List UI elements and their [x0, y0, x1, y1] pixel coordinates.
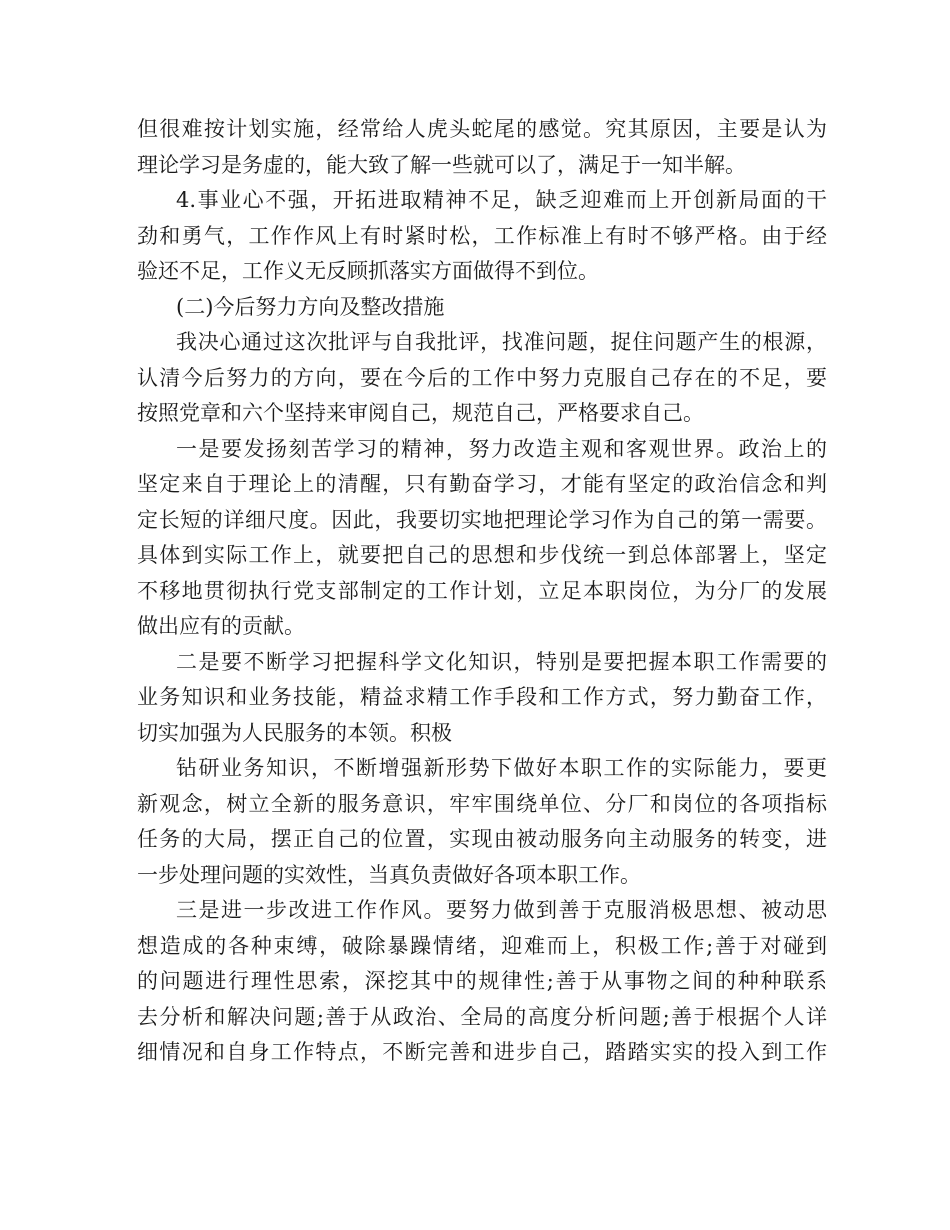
text-line: 的问题进行理性思索，深挖其中的规律性;善于从事物之间的种种联系 [137, 969, 827, 993]
text-line: 钻研业务知识，不断增强新形势下做好本职工作的实际能力，要更 [176, 756, 827, 780]
text-line: 三是进一步改进工作作风。要努力做到善于克服消极思想、被动思 [176, 898, 827, 922]
text-line: 我决心通过这次批评与自我批评，找准问题，捉住问题产生的根源， [176, 330, 827, 354]
text-line: 一步处理问题的实效性，当真负责做好各项本职工作。 [137, 862, 641, 887]
text-line: 定长短的详细尺度。因此，我要切实地把理论学习作为自己的第一需要。 [137, 507, 827, 532]
text-line: 劲和勇气，工作作风上有时紧时松，工作标准上有时不够严格。由于经 [137, 223, 827, 248]
text-line: 二是要不断学习把握科学文化知识，特别是要把握本职工作需要的 [176, 649, 827, 674]
text-line: 做出应有的贡献。 [137, 614, 305, 638]
text-line: 认清今后努力的方向，要在今后的工作中努力克服自己存在的不足，要 [137, 365, 827, 390]
text-line: 不移地贯彻执行党支部制定的工作计划，立足本职岗位，为分厂的发展 [137, 578, 827, 603]
document-text-body [137, 112, 827, 1071]
text-line: 一是要发扬刻苦学习的精神，努力改造主观和客观世界。政治上的 [176, 436, 827, 461]
text-line: 新观念，树立全新的服务意识，牢牢围绕单位、分厂和岗位的各项指标 [137, 791, 827, 816]
text-line: 切实加强为人民服务的本领。积极 [137, 720, 452, 745]
text-line: 按照党章和六个坚持来审阅自己，规范自己，严格要求自己。 [137, 401, 704, 425]
text-line: 4.事业心不强，开拓进取精神不足，缺乏迎难而上开创新局面的干 [176, 188, 827, 212]
text-line: 具体到实际工作上，就要把自己的思想和步伐统一到总体部署上，坚定 [137, 543, 827, 567]
text-line: 想造成的各种束缚，破除暴躁情绪，迎难而上，积极工作;善于对碰到 [137, 933, 827, 958]
text-line: 任务的大局，摆正自己的位置，实现由被动服务向主动服务的转变，进 [137, 827, 827, 851]
text-line: 理论学习是务虚的，能大致了解一些就可以了，满足于一知半解。 [137, 152, 746, 177]
text-line: 去分析和解决问题;善于从政治、全局的高度分析问题;善于根据个人详 [137, 1004, 827, 1029]
text-line: 细情况和自身工作特点，不断完善和进步自己，踏踏实实的投入到工作 [137, 1040, 827, 1064]
text-line: 但很难按计划实施，经常给人虎头蛇尾的感觉。究其原因，主要是认为 [137, 117, 827, 141]
text-line: (二)今后努力方向及整改措施 [176, 294, 445, 319]
text-line: 验还不足，工作义无反顾抓落实方面做得不到位。 [137, 259, 599, 283]
text-line: 坚定来自于理论上的清醒，只有勤奋学习，才能有坚定的政治信念和判 [137, 472, 827, 496]
text-line: 业务知识和业务技能，精益求精工作手段和工作方式，努力勤奋工作， [137, 685, 827, 709]
